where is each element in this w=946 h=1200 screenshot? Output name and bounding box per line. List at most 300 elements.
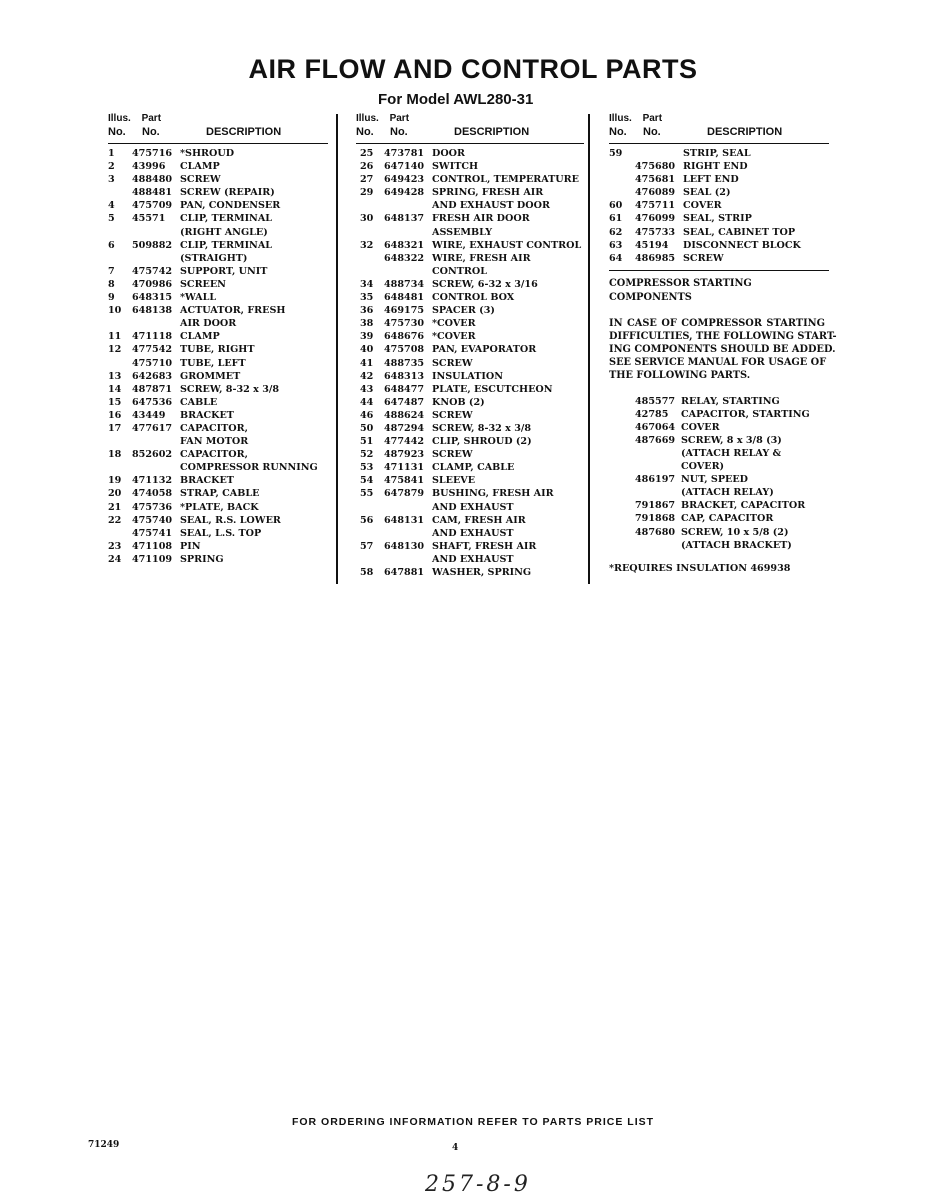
compressor-part-row	[609, 526, 829, 539]
illus-number: 64	[609, 252, 623, 264]
illus-number: 21	[108, 501, 122, 513]
part-description: CONTROL, TEMPERATURE	[432, 174, 579, 186]
illus-number: 16	[108, 409, 122, 421]
illus-number: 27	[360, 174, 374, 186]
part-description: PAN, EVAPORATOR	[432, 344, 537, 356]
handwritten-note: 257-8-9	[425, 1172, 531, 1197]
part-row	[108, 383, 328, 396]
part-description: NUT, SPEED	[681, 474, 748, 486]
compressor-part-row	[609, 473, 829, 486]
part-number: 487294	[384, 422, 425, 434]
part-description: SCREW (REPAIR)	[180, 187, 275, 199]
part-number: 647881	[384, 567, 425, 578]
part-number: 647536	[132, 396, 173, 408]
part-number: 475681	[635, 174, 676, 186]
part-description: SPACER (3)	[432, 305, 495, 317]
part-row	[108, 396, 328, 409]
part-number: 485577	[635, 395, 676, 407]
illus-number: 4	[108, 200, 115, 212]
part-number: 791867	[635, 500, 676, 512]
part-description: SPRING, FRESH AIR	[432, 187, 544, 199]
part-row	[356, 147, 584, 160]
part-row	[356, 422, 584, 435]
part-number: 648130	[384, 540, 425, 552]
part-number: 487680	[635, 526, 676, 538]
part-description: DISCONNECT BLOCK	[683, 239, 801, 251]
part-description: SCREW	[683, 252, 724, 264]
column-header-bottom	[108, 125, 328, 144]
part-row	[108, 173, 328, 186]
part-description: *COVER	[432, 318, 476, 330]
part-description: TUBE, RIGHT	[180, 344, 255, 356]
part-row	[108, 357, 328, 370]
part-row	[108, 461, 328, 474]
no-label: No.	[643, 126, 661, 138]
part-description: STRIP, SEAL	[683, 148, 751, 159]
part-row	[356, 317, 584, 330]
part-description: AND EXHAUST DOOR	[432, 200, 550, 212]
illus-number: 1	[108, 148, 115, 159]
part-number: 642683	[132, 370, 173, 382]
compressor-note	[609, 317, 837, 383]
part-row	[356, 461, 584, 474]
part-description: CAM, FRESH AIR	[432, 514, 526, 526]
part-row	[356, 265, 584, 278]
part-number: 475730	[384, 318, 425, 330]
part-description: WASHER, SPRING	[432, 567, 532, 578]
part-description: RIGHT END	[683, 161, 748, 173]
part-row	[356, 409, 584, 422]
illus-number: 42	[360, 370, 374, 382]
part-description: CLAMP	[180, 161, 220, 173]
part-description: INSULATION	[432, 370, 503, 382]
part-description: CAPACITOR, STARTING	[681, 408, 810, 420]
illus-number: 43	[360, 383, 374, 395]
compressor-part-row	[609, 434, 829, 447]
illus-number: 13	[108, 370, 122, 382]
part-description: SUPPORT, UNIT	[180, 265, 268, 277]
illus-number: 51	[360, 436, 374, 448]
part-description: WIRE, FRESH AIR	[432, 252, 531, 264]
part-row	[108, 252, 328, 265]
part-row	[356, 527, 584, 540]
part-description: CLAMP	[180, 331, 220, 343]
part-row	[108, 265, 328, 278]
illus-number: 24	[108, 553, 122, 565]
part-description: SCREW, 8 x 3/8 (3)	[681, 434, 782, 446]
illus-number: 56	[360, 514, 374, 526]
compressor-part-row	[609, 539, 829, 552]
note-line: SEE SERVICE MANUAL FOR USAGE OF	[609, 357, 827, 369]
part-row	[108, 186, 328, 199]
part-row	[108, 422, 328, 435]
part-number: 475742	[132, 265, 173, 277]
part-description: BRACKET	[180, 409, 234, 421]
part-description: ASSEMBLY	[432, 226, 493, 238]
parts-column-2	[356, 112, 584, 579]
part-row	[356, 383, 584, 396]
part-row	[356, 160, 584, 173]
part-row	[356, 448, 584, 461]
no-label: No.	[356, 126, 374, 138]
part-number: 649423	[384, 174, 425, 186]
illus-number: 59	[609, 148, 623, 159]
part-number: 648477	[384, 383, 425, 395]
compressor-part-row	[609, 395, 829, 408]
part-description: (ATTACH RELAY &	[681, 447, 782, 459]
part-description: GROMMET	[180, 370, 241, 382]
section-divider	[609, 270, 829, 272]
part-description: BUSHING, FRESH AIR	[432, 488, 554, 500]
part-description: *COVER	[432, 331, 476, 343]
part-row	[356, 396, 584, 409]
page-title: AIR FLOW AND CONTROL PARTS	[248, 54, 698, 84]
part-description: DOOR	[432, 148, 466, 159]
part-number: 474058	[132, 488, 173, 500]
part-description: WIRE, EXHAUST CONTROL	[432, 239, 582, 251]
part-row	[108, 343, 328, 356]
illus-number: 58	[360, 567, 374, 578]
illus-number: 32	[360, 239, 374, 251]
part-description: CLAMP, CABLE	[432, 462, 515, 474]
illus-number: 17	[108, 422, 122, 434]
illus-number: 20	[108, 488, 122, 500]
part-description: AIR DOOR	[180, 318, 237, 330]
part-description: AND EXHAUST	[432, 527, 514, 539]
part-description: COVER	[683, 200, 722, 212]
part-row	[356, 370, 584, 383]
illus-number: 12	[108, 344, 122, 356]
illus-number: 14	[108, 383, 122, 395]
part-row	[609, 147, 829, 160]
illus-number: 26	[360, 161, 374, 173]
part-number: 475741	[132, 527, 173, 539]
part-description: TUBE, LEFT	[180, 357, 246, 369]
illus-number: 2	[108, 161, 115, 173]
part-row	[108, 330, 328, 343]
part-description: SCREW	[432, 449, 473, 461]
part-description: COMPRESSOR RUNNING	[180, 462, 318, 474]
part-number: 45194	[635, 239, 669, 251]
illus-number: 60	[609, 200, 623, 212]
illus-number: 36	[360, 305, 374, 317]
part-description: *WALL	[180, 292, 217, 304]
part-number: 475740	[132, 514, 173, 526]
part-number: 471131	[384, 462, 425, 474]
part-row	[108, 448, 328, 461]
part-row	[108, 291, 328, 304]
part-row	[108, 501, 328, 514]
part-number: 647879	[384, 488, 425, 500]
part-number: 648322	[384, 252, 425, 264]
part-number: 648321	[384, 239, 425, 251]
part-number: 487669	[635, 434, 676, 446]
part-description: CAPACITOR,	[180, 422, 248, 434]
part-number: 488480	[132, 174, 173, 186]
part-row	[356, 474, 584, 487]
illus-number: 8	[108, 278, 115, 290]
part-row	[609, 212, 829, 225]
part-description: ACTUATOR, FRESH	[180, 305, 286, 317]
part-row	[356, 304, 584, 317]
part-row	[108, 147, 328, 160]
part-description: CABLE	[180, 396, 218, 408]
part-number: 648137	[384, 213, 425, 225]
part-row	[609, 173, 829, 186]
part-row	[356, 199, 584, 212]
illus-number: 11	[108, 331, 122, 343]
illus-number: 55	[360, 488, 374, 500]
no-label: No.	[108, 126, 126, 138]
part-description: SEAL (2)	[683, 187, 731, 199]
part-description: SHAFT, FRESH AIR	[432, 540, 537, 552]
part-row	[108, 212, 328, 225]
model-subtitle: For Model AWL280-31	[378, 91, 534, 108]
part-row	[108, 540, 328, 553]
part-number: 45571	[132, 213, 166, 225]
part-number: 477442	[384, 436, 425, 448]
column-header-top	[356, 112, 584, 125]
part-number: 475736	[132, 501, 173, 513]
part-description: PIN	[180, 540, 201, 552]
compressor-parts-list	[609, 395, 829, 552]
part-number: 43996	[132, 161, 166, 173]
part-row	[356, 501, 584, 514]
illus-label: Illus.	[609, 113, 632, 124]
compressor-part-row	[609, 512, 829, 525]
part-number: 475711	[635, 200, 676, 212]
part-row	[609, 160, 829, 173]
part-row	[108, 304, 328, 317]
part-row	[108, 553, 328, 566]
part-row	[609, 226, 829, 239]
part-number: 648315	[132, 292, 173, 304]
part-description: *PLATE, BACK	[180, 501, 259, 513]
part-row	[108, 239, 328, 252]
no-label: No.	[142, 126, 160, 138]
compressor-part-row	[609, 408, 829, 421]
part-number: 487871	[132, 383, 173, 395]
illus-number: 63	[609, 239, 623, 251]
compressor-part-row	[609, 447, 829, 460]
part-number: 648131	[384, 514, 425, 526]
part-description: PLATE, ESCUTCHEON	[432, 383, 553, 395]
illus-number: 6	[108, 239, 115, 251]
compressor-part-row	[609, 460, 829, 473]
illus-number: 10	[108, 305, 122, 317]
part-label: Part	[642, 113, 663, 124]
part-description: CLIP, TERMINAL	[180, 239, 273, 251]
part-description: (ATTACH BRACKET)	[681, 539, 792, 551]
part-row	[356, 226, 584, 239]
illus-number: 30	[360, 213, 374, 225]
illus-number: 50	[360, 422, 374, 434]
illus-label: Illus.	[108, 113, 131, 124]
illus-number: 3	[108, 174, 115, 186]
part-row	[356, 566, 584, 579]
page-number: 4	[452, 1143, 459, 1153]
illus-number: 61	[609, 213, 623, 225]
part-description: SCREW, 8-32 x 3/8	[180, 383, 280, 395]
part-row	[609, 252, 829, 265]
part-description: STRAP, CABLE	[180, 488, 260, 500]
part-description: AND EXHAUST	[432, 501, 514, 513]
part-description: (ATTACH RELAY)	[681, 487, 774, 499]
part-number: 648676	[384, 331, 425, 343]
part-row	[108, 370, 328, 383]
part-row	[356, 330, 584, 343]
illus-number: 44	[360, 396, 374, 408]
part-row	[356, 291, 584, 304]
illus-number: 25	[360, 148, 374, 159]
illus-number: 57	[360, 540, 374, 552]
part-number: 473781	[384, 148, 425, 159]
illus-number: 9	[108, 292, 115, 304]
illus-number: 18	[108, 449, 122, 461]
part-number: 470986	[132, 278, 173, 290]
part-number: 488735	[384, 357, 425, 369]
column-divider	[336, 114, 338, 584]
part-description: CAP, CAPACITOR	[681, 513, 774, 525]
part-description: *SHROUD	[180, 148, 235, 159]
part-number: 43449	[132, 409, 166, 421]
part-description: (RIGHT ANGLE)	[180, 226, 268, 238]
description-label: DESCRIPTION	[707, 126, 783, 138]
part-description: SCREW, 8-32 x 3/8	[432, 422, 532, 434]
illus-number: 39	[360, 331, 374, 343]
illus-number: 62	[609, 226, 623, 238]
part-label: Part	[141, 113, 162, 124]
part-number: 649428	[384, 187, 425, 199]
illus-number: 7	[108, 265, 115, 277]
part-description: SCREW	[180, 174, 221, 186]
part-description: CONTROL	[432, 265, 487, 277]
part-row	[108, 474, 328, 487]
illus-number: 35	[360, 292, 374, 304]
part-number: 477542	[132, 344, 173, 356]
illus-number: 53	[360, 462, 374, 474]
part-row	[609, 239, 829, 252]
part-description: SEAL, R.S. LOWER	[180, 514, 281, 526]
part-number: 475841	[384, 475, 425, 487]
part-description: SEAL, CABINET TOP	[683, 226, 796, 238]
part-number: 486197	[635, 474, 676, 486]
part-number: 471109	[132, 553, 173, 565]
part-number: 477617	[132, 422, 173, 434]
part-description: SCREEN	[180, 278, 226, 290]
part-number: 648313	[384, 370, 425, 382]
column-header-top	[108, 112, 328, 125]
part-row	[356, 487, 584, 500]
note-line: ING COMPONENTS SHOULD BE ADDED.	[609, 344, 836, 355]
part-number: 475708	[384, 344, 425, 356]
part-description: SCREW, 6-32 x 3/16	[432, 278, 538, 290]
part-description: COVER	[681, 421, 720, 433]
part-row	[356, 435, 584, 448]
column-header-bottom	[609, 125, 829, 144]
part-number: 42785	[635, 408, 669, 420]
part-description: CLIP, SHROUD (2)	[432, 436, 532, 448]
part-number: 488481	[132, 187, 173, 199]
part-number: 467064	[635, 421, 676, 433]
illus-number: 19	[108, 475, 122, 487]
part-number: 791868	[635, 513, 676, 525]
part-number: 487923	[384, 449, 425, 461]
part-description: COVER)	[681, 461, 725, 473]
part-description: (STRAIGHT)	[180, 252, 248, 264]
parts-column-3	[609, 112, 837, 575]
no-label: No.	[390, 126, 408, 138]
compressor-part-row	[609, 421, 829, 434]
part-description: SPRING	[180, 553, 224, 565]
parts-rows	[356, 147, 584, 579]
note-line: DIFFICULTIES, THE FOLLOWING START-	[609, 330, 837, 342]
illus-number: 15	[108, 396, 122, 408]
illus-number: 52	[360, 449, 374, 461]
part-description: SCREW	[432, 357, 473, 369]
description-label: DESCRIPTION	[206, 126, 282, 138]
part-number: 488624	[384, 409, 425, 421]
part-description: SCREW, 10 x 5/8 (2)	[681, 526, 789, 538]
part-number: 475709	[132, 200, 173, 212]
part-number: 471132	[132, 475, 173, 487]
part-row	[108, 409, 328, 422]
part-row	[108, 226, 328, 239]
illus-number: 29	[360, 187, 374, 199]
part-number: 488734	[384, 278, 425, 290]
part-row	[609, 199, 829, 212]
illus-number: 34	[360, 278, 374, 290]
part-description: FAN MOTOR	[180, 436, 249, 448]
part-number: 475680	[635, 161, 676, 173]
part-description: SLEEVE	[432, 475, 476, 487]
part-description: PAN, CONDENSER	[180, 200, 281, 212]
illus-number: 41	[360, 357, 374, 369]
part-description: KNOB (2)	[432, 396, 485, 408]
illus-number: 23	[108, 540, 122, 552]
parts-rows	[609, 147, 829, 265]
part-row	[108, 435, 328, 448]
note-line: THE FOLLOWING PARTS.	[609, 370, 751, 382]
illus-number: 22	[108, 514, 122, 526]
document-number: 71249	[88, 1140, 120, 1150]
part-description: BRACKET	[180, 475, 234, 487]
ordering-footer: FOR ORDERING INFORMATION REFER TO PARTS PRICE LIST	[291, 1116, 655, 1128]
column-divider	[588, 114, 590, 584]
note-line: IN CASE OF COMPRESSOR STARTING	[609, 317, 825, 329]
illus-number: 40	[360, 344, 374, 356]
part-number: 647140	[384, 161, 425, 173]
part-description: CLIP, TERMINAL	[180, 213, 273, 225]
part-row	[108, 278, 328, 291]
column-header-top	[609, 112, 829, 125]
part-row	[356, 357, 584, 370]
compressor-heading: COMPRESSOR STARTING COMPONENTS	[609, 278, 752, 303]
illus-number: 54	[360, 475, 374, 487]
no-label: No.	[609, 126, 627, 138]
column-header-bottom	[356, 125, 584, 144]
part-row	[108, 487, 328, 500]
part-row	[356, 278, 584, 291]
part-row	[356, 212, 584, 225]
part-label: Part	[389, 113, 410, 124]
part-description: SEAL, STRIP	[683, 213, 752, 225]
illus-number: 5	[108, 213, 115, 225]
part-row	[108, 514, 328, 527]
part-number: 476099	[635, 213, 676, 225]
part-description: SCREW	[432, 409, 473, 421]
part-row	[108, 527, 328, 540]
